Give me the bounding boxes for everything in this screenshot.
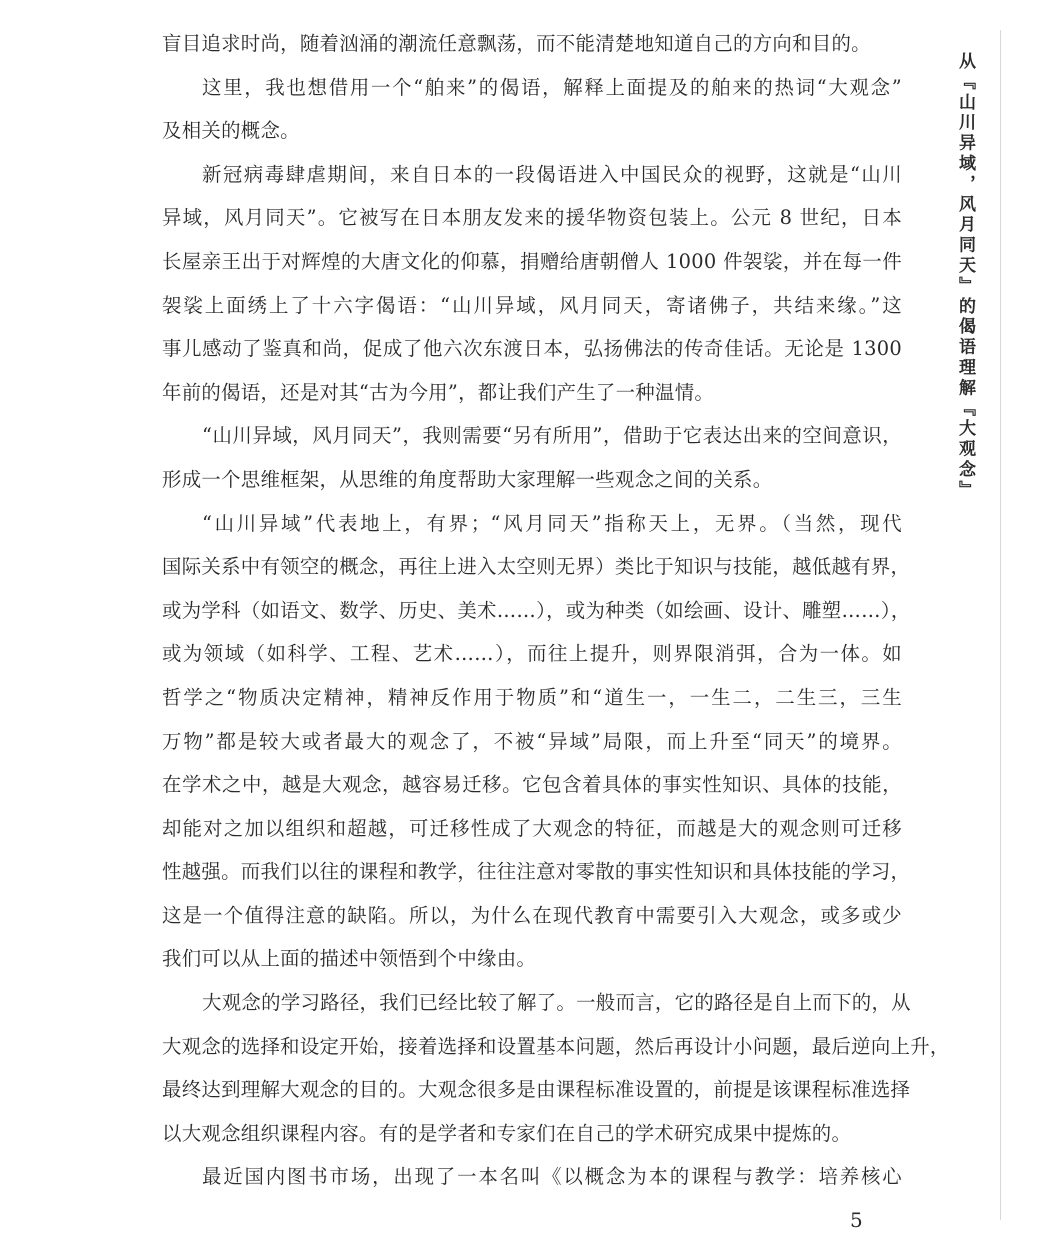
- running-title: 从『山川异域，风月同天』的偈语理解『大观念』: [955, 52, 975, 501]
- text-line: “山川异域，风月同天”，我则需要“另有所用”，借助于它表达出来的空间意识，: [202, 424, 902, 448]
- text-line: 或为学科（如语文、数学、历史、美术……），或为种类（如绘画、设计、雕塑……），: [162, 598, 911, 622]
- text-line: 我们可以从上面的描述中领悟到个中缘由。: [162, 947, 537, 971]
- text-line: 这是一个值得注意的缺陷。所以，为什么在现代教育中需要引入大观念，或多或少: [162, 903, 902, 927]
- text-line: “山川异域”代表地上，有界；“风月同天”指称天上，无界。（当然，现代: [202, 511, 902, 535]
- text-line: 在学术之中，越是大观念，越容易迁移。它包含着具体的事实性知识、具体的技能，: [162, 773, 902, 797]
- text-line: 国际关系中有领空的概念，再往上进入太空则无界）类比于知识与技能，越低越有界，: [162, 555, 911, 579]
- body-text: [162, 22, 950, 1199]
- text-line: 大观念的选择和设定开始，接着选择和设置基本问题，然后再设计小问题，最后逆向上升，: [162, 1034, 950, 1058]
- text-line: 万物”都是较大或者最大的观念了，不被“异域”局限，而上升至“同天”的境界。: [162, 729, 902, 753]
- text-line: 性越强。而我们以往的课程和教学，往往注意对零散的事实性知识和具体技能的学习，: [162, 860, 911, 884]
- text-line: 袈裟上面绣上了十六字偈语：“山川异域，风月同天，寄诸佛子，共结来缘。”这: [162, 293, 902, 317]
- text-line: 或为领域（如科学、工程、艺术……），而往上提升，则界限消弭，合为一体。如: [162, 642, 902, 666]
- text-line: 这里，我也想借用一个“舶来”的偈语，解释上面提及的舶来的热词“大观念”: [202, 75, 902, 99]
- text-line: 事儿感动了鉴真和尚，促成了他六次东渡日本，弘扬佛法的传奇佳话。无论是 1300: [162, 337, 902, 361]
- text-line: 年前的偈语，还是对其“古为今用”，都让我们产生了一种温情。: [162, 380, 715, 404]
- text-line: 却能对之加以组织和超越，可迁移性成了大观念的特征，而越是大的观念则可迁移: [162, 816, 902, 840]
- text-line: 异域，风月同天”。它被写在日本朋友发来的援华物资包装上。公元 8 世纪，日本: [162, 206, 902, 230]
- text-line: 最终达到理解大观念的目的。大观念很多是由课程标准设置的，前提是该课程标准选择: [162, 1078, 911, 1102]
- margin-divider: [1000, 30, 1001, 1220]
- text-line: 最近国内图书市场，出现了一本名叫《以概念为本的课程与教学：培养核心: [202, 1165, 902, 1189]
- text-line: 及相关的概念。: [162, 119, 300, 143]
- text-line: 大观念的学习路径，我们已经比较了解了。一般而言，它的路径是自上而下的，从: [202, 991, 911, 1015]
- text-line: 新冠病毒肆虐期间，来自日本的一段偈语进入中国民众的视野，这就是“山川: [202, 162, 902, 186]
- text-line: 盲目追求时尚，随着汹涌的潮流任意飘荡，而不能清楚地知道自己的方向和目的。: [162, 32, 871, 55]
- text-line: 以大观念组织课程内容。有的是学者和专家们在自己的学术研究成果中提炼的。: [162, 1121, 852, 1145]
- page-number: 5: [850, 1208, 863, 1232]
- text-line: 长屋亲王出于对辉煌的大唐文化的仰慕，捐赠给唐朝僧人 1000 件袈裟，并在每一件: [162, 249, 902, 273]
- text-line: 哲学之“物质决定精神，精神反作用于物质”和“道生一，一生二，二生三，三生: [162, 685, 902, 709]
- text-line: 形成一个思维框架，从思维的角度帮助大家理解一些观念之间的关系。: [162, 467, 773, 491]
